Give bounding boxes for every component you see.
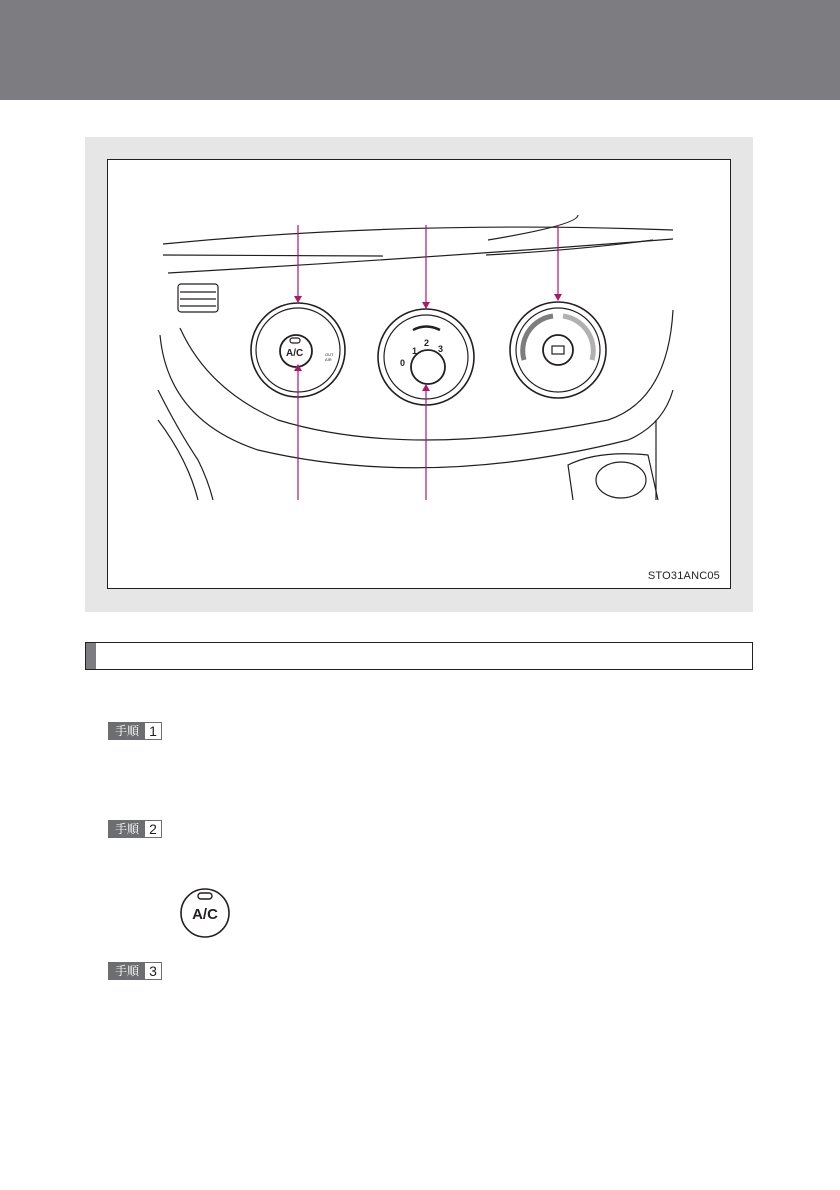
step-badge-2 xyxy=(108,820,162,838)
section-tab-marker xyxy=(86,643,96,669)
fan-speed-1: 1 xyxy=(412,346,418,356)
figure-code: STO31ANC05 xyxy=(647,570,720,582)
step-label: 手順 xyxy=(109,821,145,837)
outside-air-label-2: AIR xyxy=(325,357,332,362)
callout-arrow xyxy=(422,384,430,391)
fan-speed-3: 3 xyxy=(438,344,444,354)
callout-arrow xyxy=(294,296,302,303)
step-number: 1 xyxy=(145,723,161,739)
step-label: 手順 xyxy=(109,723,145,739)
step-number: 2 xyxy=(145,821,161,837)
illustration-frame xyxy=(85,137,753,612)
dash-line xyxy=(163,227,673,244)
fan-speed-2: 2 xyxy=(424,338,430,348)
callout-arrow xyxy=(422,302,430,309)
step-badge-3 xyxy=(108,962,162,980)
header-band xyxy=(0,0,840,100)
recirc-indicator xyxy=(413,327,440,331)
ac-indicator xyxy=(290,338,300,343)
ac-button-label: A/C xyxy=(286,348,304,359)
step-badge-1 xyxy=(108,722,162,740)
section-heading-bar xyxy=(85,642,753,670)
temp-dial-ring xyxy=(516,308,600,392)
fan-speed-0: 0 xyxy=(400,358,406,368)
outside-air-label-1: OUT xyxy=(325,352,334,357)
callout-arrow xyxy=(554,294,562,301)
step-number: 3 xyxy=(145,963,161,979)
ac-icon-label: A/C xyxy=(192,906,218,923)
climate-control-illustration xyxy=(107,159,731,589)
cup-holder xyxy=(568,454,658,500)
step-label: 手順 xyxy=(109,963,145,979)
defogger-icon xyxy=(552,346,564,354)
vent-slats xyxy=(180,292,216,306)
cup-holder-ring xyxy=(596,462,646,498)
dash-line xyxy=(163,255,383,256)
dash-line xyxy=(168,239,673,273)
air-vent xyxy=(178,284,218,312)
console-line xyxy=(158,420,198,500)
ac-button-icon xyxy=(179,887,231,939)
console-line xyxy=(158,390,213,500)
climate-panel-drawing xyxy=(108,160,730,588)
rear-defogger-button xyxy=(543,335,573,365)
